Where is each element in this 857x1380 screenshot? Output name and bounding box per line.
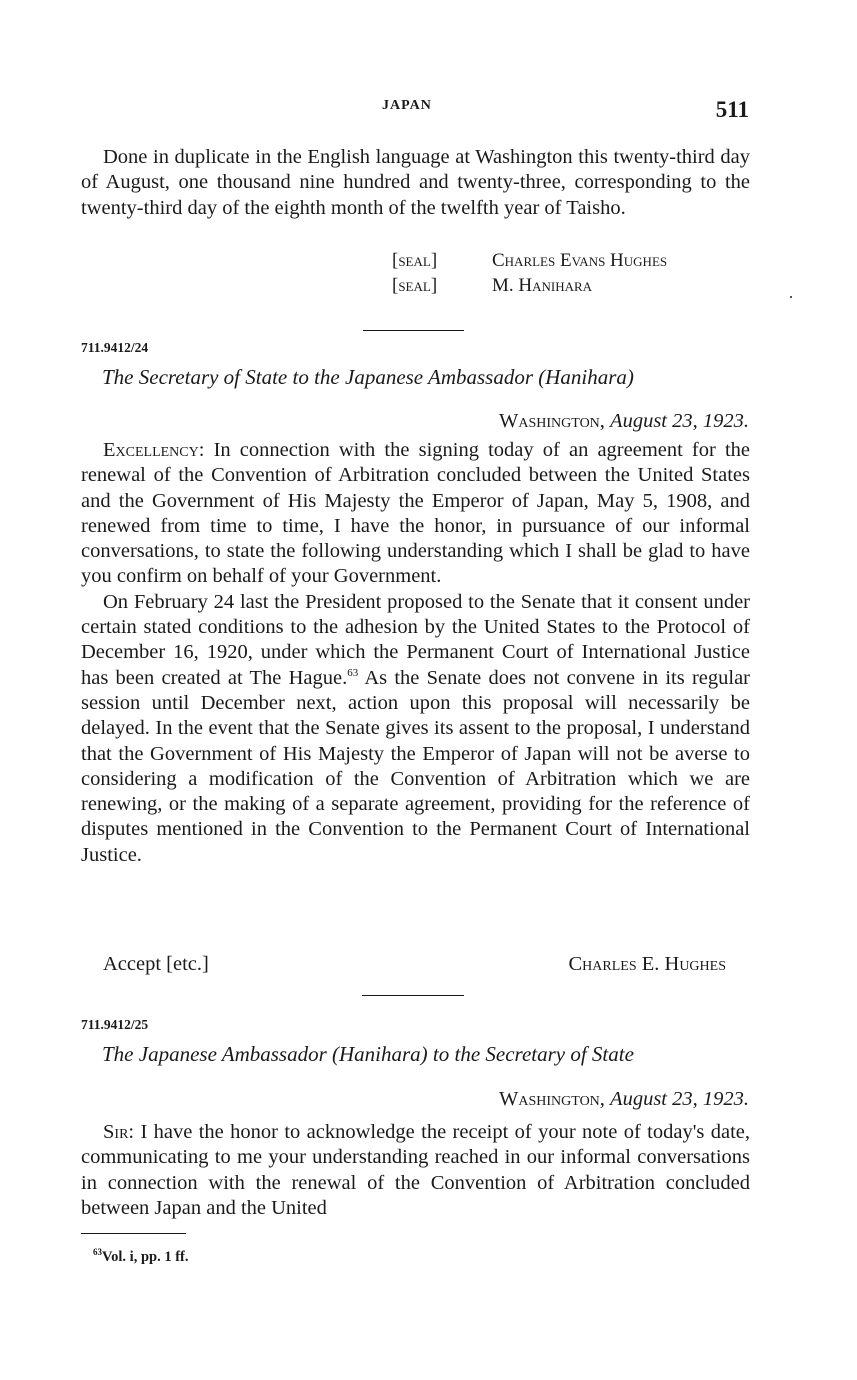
file-number: 711.9412/24 xyxy=(81,340,149,355)
dateline-date: August 23, 1923. xyxy=(610,410,749,432)
convention-closing-paragraph xyxy=(81,145,750,221)
convention-closing-text: Done in duplicate in the English language at Washington this twenty-third day of August, one thousand nine hundred and twenty-three, corresponding to the twenty-third day of the eighth month of the twelfth year of Taisho. xyxy=(81,146,750,219)
signer-name: M. Hanihara xyxy=(492,275,593,296)
letter-paragraph xyxy=(81,1120,750,1221)
signature: Charles E. Hughes xyxy=(568,953,726,975)
closing-phrase: Accept [etc.] xyxy=(103,953,209,975)
seal-row-1 xyxy=(392,248,667,273)
running-head: JAPAN xyxy=(382,98,432,113)
paragraph-text: I have the honor to acknowledge the receipt of your note of today's date, communicating to me your understanding reached in our informal conversations in connection with the renewal of the Convention of Arbitration concluded between Japan and the United xyxy=(81,1121,751,1219)
seal-mark: [seal] xyxy=(392,250,438,271)
letter-body xyxy=(81,1120,750,1221)
footnote-marker: 63 xyxy=(93,1247,102,1258)
section-divider xyxy=(362,995,464,996)
letter-paragraph xyxy=(81,590,750,868)
dateline-place: Washington, xyxy=(499,410,605,432)
document-heading: The Japanese Ambassador (Hanihara) to the Secretary of State xyxy=(102,1042,634,1066)
dateline-date: August 23, 1923. xyxy=(610,1088,749,1110)
paragraph-text: In connection with the signing today of an agreement for the renewal of the Convention of Arbitration concluded between the United States and the Government of His Majesty the Emperor of Japan, May 5, 1908, and renewed from time to time, I have the honor, in pursuance of our informal conversations, to state the following understanding which I shall be glad to have you confirm on behalf of your Government. xyxy=(81,439,751,588)
print-speck xyxy=(790,296,792,298)
dateline xyxy=(499,1088,749,1111)
footnote-rule xyxy=(81,1233,186,1234)
dateline-place: Washington, xyxy=(499,1088,605,1110)
seal-mark: [seal] xyxy=(392,275,438,296)
letter-body xyxy=(81,438,750,868)
file-number: 711.9412/25 xyxy=(81,1017,149,1032)
letter-closing xyxy=(103,953,726,976)
footnote-reference: 63 xyxy=(347,666,359,679)
letter-paragraph xyxy=(81,438,750,590)
section-divider xyxy=(363,330,464,331)
dateline xyxy=(499,410,749,433)
salutation: Excellency: xyxy=(103,439,205,461)
document-heading: The Secretary of State to the Japanese Ambassador (Hanihara) xyxy=(102,365,634,389)
footnote-text: Vol. i, pp. 1 ff. xyxy=(102,1249,189,1265)
salutation: Sir: xyxy=(103,1121,135,1143)
footnote xyxy=(93,1249,188,1266)
signer-name: Charles Evans Hughes xyxy=(492,250,668,271)
paragraph-text: On February 24 last the President proposed to the Senate that it consent under certain stated conditions to the adhesion by the United States to the Protocol of December 16, 1920, under which the Permanent Court of International Justice has been created at The Hague. xyxy=(81,590,750,689)
paragraph-text: As the Senate does not convene in its regular session until December next, action upon this proposal will necessarily be delayed. In the event that the Senate gives its assent to the proposal, I understand that the Government of His Majesty the Emperor of Japan will not be averse to considering a modification of the Convention of Arbitration which we are renewing, or the making of a separate agreement, providing for the reference of disputes mentioned in the Convention to the Permanent Court of International Justice. xyxy=(81,666,750,866)
page-number: 511 xyxy=(715,97,749,122)
seal-row-2 xyxy=(392,273,592,298)
